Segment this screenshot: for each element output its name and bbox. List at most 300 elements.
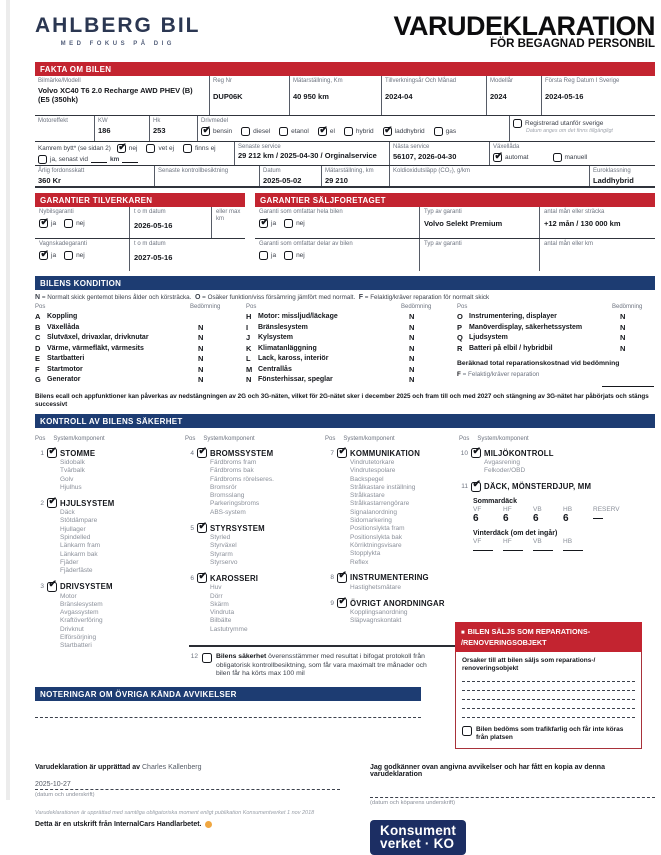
vinter-cols <box>473 538 655 545</box>
component-item: Reflex <box>350 558 369 566</box>
kondition-col-3: Pos Bedömning O Instrumentering, displayer N P Manöverdisplay, säkerhetssystem N Q Ljudsystem N R Batteri på elbil / hybridbil N Beräknad total reparationskostnad vid bedömning F = Felaktig/kräver reparation <box>457 304 654 387</box>
garanti-s-row2: Garanti som omfattar delar av bilen ja nej Typ av garanti antal mån eller km <box>255 239 655 271</box>
km-blank-line <box>91 157 107 163</box>
safety-group <box>35 448 185 492</box>
condition-label: Växellåda <box>47 323 80 331</box>
component-item: Kraftöverföring <box>60 617 103 625</box>
brand-logo <box>35 14 201 47</box>
component-item: Parkeringsbroms <box>210 500 260 508</box>
field-drivmedel: Drivmedel ✔ bensin diesel etanol ✔ el hybrid ✔ laddhybrid gas <box>198 116 510 141</box>
group-checkbox[interactable] <box>47 498 57 508</box>
delar-garanti-ja-checkbox[interactable] <box>259 251 268 260</box>
fine-print: Varudeklarationen är upprättad med samtliga obligatoriska moment enligt publikation Konsumentverket 1 nov 2018 <box>35 810 315 816</box>
condition-pos: K <box>246 343 252 353</box>
safety-group <box>185 523 325 567</box>
kondition-legend: N = Normalt skick gentemot bilens ålder och körsträcka. O = Osäker funktion/viss försämring jämfört med normalt. F = Felaktig/kräver reparation för normalt skick <box>35 294 490 301</box>
list-value: — <box>593 512 603 524</box>
component-item: Tvärbalk <box>60 467 85 475</box>
kamrem-options <box>117 144 216 153</box>
group-items <box>350 459 455 567</box>
safety-group <box>325 573 455 592</box>
kondition-col-1: Pos Bedömning A Koppling B Växellåda N C Slutväxel, drivaxlar, drivknutar N D Värme, värmefläkt, värmesits N E Startbatteri N F Startmotor N G Generator N <box>35 304 232 387</box>
section-garanti-salj-bar: GARANTIER SÄLJFORETAGET <box>255 193 655 207</box>
group-items <box>210 534 325 567</box>
condition-row <box>35 333 232 344</box>
group-number: 4 <box>190 449 194 457</box>
group-checkbox[interactable] <box>337 598 347 608</box>
field-registrerad-utanfor: Registrerad utanför sverige Datum anges om det finns tillgängligt <box>510 116 655 141</box>
condition-row <box>457 312 654 323</box>
condition-pos: N <box>246 375 252 384</box>
component-item: Strålkastare inställning <box>350 483 416 491</box>
condition-pos: R <box>457 343 463 353</box>
kontroll-col-2: Pos System/komponent 4 ✔ BROMSSYSTEM Färdbroms fram Färdbroms bak Färdbroms rörelseres. Bromsrör Bromsslang Parkeringsbroms ABS-system 5 ✔ STYRSYSTEM Styrled Styrväxel Styrarm Styrservo 6 ✔ KAROSSERI Huv Dörr Skärm Vindruta Bilbälte Lastutrymme <box>185 432 325 640</box>
component-item: Motor <box>60 592 77 600</box>
safety-group-header <box>325 573 455 583</box>
checkbox-option <box>493 153 529 162</box>
component-item: Startbatteri <box>60 642 92 650</box>
noteringar-section <box>35 687 421 718</box>
header <box>35 11 655 62</box>
bilens-sakerhet-checkbox[interactable] <box>202 653 212 663</box>
group-title: STOMME <box>60 448 96 458</box>
sommar-values <box>473 513 655 524</box>
safety-group <box>185 573 325 634</box>
group-title: INSTRUMENTERING <box>350 573 429 583</box>
list-value: HF <box>503 505 512 513</box>
condition-label: Startmotor <box>47 365 83 373</box>
vagnskadegaranti-ja-checkbox[interactable] <box>39 251 48 260</box>
list-value: HF <box>503 537 512 545</box>
field-koldioxid: Koldioxidutsläpp (CO₂), g/km <box>390 166 590 186</box>
condition-pos: P <box>457 322 463 332</box>
group-items <box>60 593 185 651</box>
condition-grade: N <box>620 343 626 353</box>
group-number: 10 <box>460 449 468 457</box>
condition-row <box>457 323 654 334</box>
kontroll-col-4: Pos System/komponent 10 ✔ MILJÖKONTROLL Avgasrening Felkoder/OBD 11 ✔ DÄCK, MÖNSTERDJUP, MM Sommardäck VF HF VB HB RESERV 6 6 6 6 — Vinterdäck (om det ingår) VF HF VB HB —— —— —— —— <box>455 432 655 679</box>
component-item: Bränslesystem <box>60 600 103 608</box>
list-value: VB <box>533 505 542 513</box>
helbil-garanti-nej-checkbox[interactable] <box>284 219 293 228</box>
list-value: VB <box>533 537 542 545</box>
trafikfarlig-checkbox[interactable] <box>462 726 472 736</box>
safety-group-header <box>185 573 325 583</box>
checkbox[interactable] <box>183 144 192 153</box>
list-value: 6 <box>503 512 509 524</box>
group-checkbox[interactable] <box>197 573 207 583</box>
group-checkbox[interactable] <box>471 448 481 458</box>
condition-grade: N <box>409 343 415 353</box>
list-value: —— <box>563 544 583 556</box>
condition-label: Motor: missljud/läckage <box>258 313 338 320</box>
section-fakta-bar: FAKTA OM BILEN <box>35 62 655 76</box>
fakta-row-2 <box>35 116 655 142</box>
group-items <box>350 584 455 592</box>
field-vaxellada: Växellåda ✔ automat manuell <box>490 142 655 165</box>
document-subtitle: FÖR BEGAGNAD PERSONBIL <box>490 38 655 50</box>
component-item: Signalanordning <box>350 508 397 516</box>
component-item: Färdbroms bak <box>210 467 254 475</box>
condition-grade: N <box>198 343 204 353</box>
safety-group <box>325 448 455 567</box>
safety-group-header <box>325 448 455 458</box>
kondition-footnote: Bilens ecall och appfunktioner kan påverkas av nedstängningen av 2G och 3G-näten, vilket för 2G-nätet sker i december 2025 och fram till och med 2027 och stängning av 3G-nätet har påbörjats och stängs successivt <box>35 393 649 408</box>
condition-label: Slutväxel, drivaxlar, drivknutar <box>47 334 149 341</box>
condition-row <box>246 323 443 334</box>
vagnskadegaranti-nej-checkbox[interactable] <box>64 251 73 260</box>
helbil-garanti-ja-checkbox[interactable] <box>259 219 268 228</box>
condition-grade: N <box>409 333 415 342</box>
print-note: Detta är en utskrift från InternalCars Handlarbetet. <box>35 821 340 828</box>
condition-label: Bränslesystem <box>258 323 308 331</box>
kontroll-middle <box>185 432 455 679</box>
seller-signature-line <box>35 789 340 790</box>
checkbox[interactable] <box>318 127 327 136</box>
checkbox[interactable] <box>241 127 250 136</box>
document-title-block <box>393 11 656 50</box>
condition-label: Fönsterhissar, speglar <box>258 376 333 383</box>
reparationskostnad-note: Beräknad total reparationskostnad vid bedömning F = Felaktig/kräver reparation <box>457 360 654 387</box>
square-bullet-icon: ■ <box>461 630 465 636</box>
component-item: Backspegel <box>350 475 384 483</box>
component-item: Släpvagnskontakt <box>350 617 402 625</box>
component-item: Golv <box>60 475 74 483</box>
condition-row <box>246 354 443 365</box>
checkbox-option <box>279 127 309 136</box>
component-item: ABS-system <box>210 508 246 516</box>
component-item: Styrväxel <box>210 542 237 550</box>
seller-signature-block: Varudeklaration är upprättad av Charles Kallenberg 2025-10-27 (datum och underskrift) Varudeklarationen är upprättad med samtliga obligatoriska moment enligt publikation Konsumentverket 1 nov 2018 Detta är en utskrift från InternalCars Handlarbetet. <box>35 764 370 855</box>
field-besiktning-matare: Mätarställning, km 29 210 <box>322 166 390 186</box>
section-kondition-bar: BILENS KONDITION <box>35 276 655 290</box>
component-item: Stötdämpare <box>60 517 98 525</box>
condition-grade: N <box>198 333 204 342</box>
condition-pos: F <box>35 364 40 374</box>
condition-row <box>35 354 232 365</box>
signature-date: 2025-10-27 <box>35 781 71 788</box>
reparationsobjekt-body: Orsaker till att bilen säljs som reparations-/ renoveringsobjekt Bilen bedöms som trafikfarlig och får inte köras från platsen <box>455 652 642 749</box>
tyre-depths: Sommardäck VF HF VB HB RESERV 6 6 6 6 — Vinterdäck (om det ingår) VF HF VB HB —— —— —— —— <box>473 498 655 556</box>
component-item: Hastighetsmätare <box>350 583 401 591</box>
checkbox-label: automat <box>505 154 529 161</box>
list-value: 6 <box>563 512 569 524</box>
list-value: —— <box>473 544 493 556</box>
reparationsobjekt-box <box>455 622 642 749</box>
sommar-cols <box>473 506 655 513</box>
component-item: Drivknut <box>60 625 84 633</box>
condition-label: Kylsystem <box>258 334 294 341</box>
component-item: Sidomarkering <box>350 517 392 525</box>
component-item: Vindruta <box>210 609 235 617</box>
safety-group-header <box>35 498 185 508</box>
condition-label: Batteri på elbil / hybridbil <box>469 344 553 352</box>
component-item: Fjäder <box>60 558 79 566</box>
group-number: 11 <box>461 483 468 491</box>
list-value: —— <box>533 544 553 556</box>
field-hk: Hk 253 <box>150 116 198 141</box>
preparer-name: Charles Kallenberg <box>142 764 202 771</box>
condition-pos: I <box>246 322 249 332</box>
condition-grade: N <box>620 312 626 321</box>
konsumentverket-logo: Konsument verket · KO <box>370 820 466 855</box>
component-item: Elförsörjning <box>60 634 97 642</box>
garanti-s-row1: Garanti som omfattar hela bilen ✔ ja nej Typ av garanti Volvo Selekt Premium antal mån eller sträcka +12 mån / 130 000 km <box>255 207 655 239</box>
field-fordonsskatt: Årlig fordonsskatt 360 Kr <box>35 166 155 186</box>
condition-grade: N <box>409 312 415 321</box>
condition-row <box>246 312 443 323</box>
group-items <box>60 509 185 575</box>
safety-group <box>35 498 185 575</box>
component-item: Vindrutetorkare <box>350 459 395 466</box>
component-item: Positionslykta fram <box>350 525 405 533</box>
checkbox[interactable] <box>434 127 443 136</box>
checkbox-option <box>117 144 138 153</box>
list-value: HB <box>563 537 573 545</box>
garanti-salj-box <box>255 193 655 271</box>
group-items <box>210 584 325 634</box>
group-title: DRIVSYSTEM <box>60 582 113 592</box>
condition-pos: J <box>246 333 251 342</box>
buyer-signature-line <box>370 797 655 798</box>
field-kontrollbesiktning: Senaste kontrollbesiktning <box>155 166 260 186</box>
pos12-note: 12 Bilens säkerhet överensstämmer med resultat i bifogat protokoll från obligatorisk kontrollbesiktning, som får vara maximalt tre månader och bilen får ha körts max 100 mil <box>189 640 455 679</box>
condition-pos: Q <box>457 333 463 342</box>
component-item: Bromsslang <box>210 492 245 500</box>
checkbox[interactable] <box>117 144 126 153</box>
group-items <box>484 459 655 476</box>
condition-row <box>246 375 443 386</box>
noteringar-blank-line <box>35 717 421 718</box>
condition-row <box>246 365 443 376</box>
kamrem-ja-checkbox[interactable] <box>38 155 47 164</box>
field-modellar: Modellår 2024 <box>487 76 542 115</box>
group-checkbox[interactable] <box>197 448 207 458</box>
safety-group-header <box>459 448 655 458</box>
fakta-row-3 <box>35 142 655 166</box>
group-number: 8 <box>330 574 334 582</box>
kondition-col-2: Pos Bedömning H Motor: missljud/läckage N I Bränslesystem N J Kylsystem N K Klimatanläggning N L Lack, kaross, interiör N M Centrallås N N Fönsterhissar, speglar N <box>246 304 443 387</box>
group-checkbox[interactable] <box>337 573 347 583</box>
group-checkbox[interactable] <box>47 448 57 458</box>
field-besiktning-datum: Datum 2025-05-02 <box>260 166 322 186</box>
component-item: Sidobalk <box>60 459 85 466</box>
blank-line <box>462 673 635 682</box>
group-title: DÄCK, MÖNSTERDJUP, MM <box>484 482 592 492</box>
checkbox-option <box>241 127 270 136</box>
list-value: HB <box>563 505 573 513</box>
condition-grade: N <box>198 322 204 332</box>
fakta-row-1 <box>35 76 655 116</box>
field-nasta-service: Nästa service 56107, 2026-04-30 <box>390 142 490 165</box>
group-items <box>350 609 455 626</box>
group-number: 7 <box>330 449 334 457</box>
blank-line <box>462 709 635 718</box>
group-title: BROMSSYSTEM <box>210 448 274 458</box>
component-item: Kopplingsanordning <box>350 609 408 617</box>
nybilsgaranti-ja-checkbox[interactable] <box>39 219 48 228</box>
reparationsobjekt-header: ■ BILEN SÄLJS SOM REPARATIONS- /RENOVERINGSOBJEKT <box>455 622 642 652</box>
condition-grade: N <box>409 322 415 332</box>
condition-grade: N <box>198 364 204 374</box>
list-value: 6 <box>473 512 479 524</box>
checkbox[interactable] <box>279 127 288 136</box>
checkbox[interactable] <box>553 153 562 162</box>
checkbox[interactable] <box>146 144 155 153</box>
condition-grade: N <box>409 354 415 363</box>
group-checkbox[interactable] <box>47 582 57 592</box>
list-value: VF <box>473 537 482 545</box>
field-bilmarke: Bilmärke/Modell Volvo XC40 T6 2.0 Recharge AWD PHEV (B) (E5 (350hk) <box>35 76 210 115</box>
checkbox-option <box>318 127 335 136</box>
document-title: VARUDEKLARATION <box>393 11 655 41</box>
list-value: RESERV <box>593 505 620 513</box>
safety-group-header <box>35 582 185 592</box>
condition-pos: G <box>35 375 41 384</box>
group-checkbox[interactable] <box>337 448 347 458</box>
component-item: Bilbälte <box>210 617 232 625</box>
cost-blank-line <box>602 386 654 387</box>
component-item: Färdbroms fram <box>210 459 257 466</box>
checkbox-option <box>434 127 456 136</box>
brand-tagline: MED FOKUS PÅ DIG <box>60 41 175 47</box>
condition-pos: C <box>35 333 41 342</box>
safety-group-header <box>325 598 455 608</box>
condition-label: Lack, kaross, interiör <box>258 355 329 362</box>
blank-line <box>462 682 635 691</box>
component-item: Lastutrymme <box>210 625 248 633</box>
garanti-section <box>35 193 655 271</box>
signature-section <box>35 764 655 855</box>
checkbox-option <box>383 127 425 136</box>
condition-label: Manöverdisplay, säkerhetssystem <box>469 323 583 331</box>
registrerad-checkbox[interactable] <box>513 119 522 128</box>
component-item: Hjulhus <box>60 483 82 491</box>
condition-label: Koppling <box>47 313 78 320</box>
condition-grade: N <box>198 375 204 384</box>
group-items <box>210 459 325 517</box>
safety-group-header <box>185 523 325 533</box>
nybilsgaranti-nej-checkbox[interactable] <box>64 219 73 228</box>
group-number: 1 <box>40 449 44 457</box>
component-item: Fjäderfäste <box>60 567 93 575</box>
condition-pos: H <box>246 312 252 321</box>
component-item: Spindelled <box>60 534 91 542</box>
component-item: Stopplykta <box>350 550 381 558</box>
checkbox-label: bensin <box>213 128 233 135</box>
condition-pos: L <box>246 354 251 363</box>
group-number: 3 <box>40 583 44 591</box>
component-item: Däck <box>60 509 75 517</box>
component-item: Dörr <box>210 592 223 600</box>
checkbox-label: gas <box>445 128 457 135</box>
checkbox-label: finns ej <box>195 145 216 152</box>
garanti-t-row2: Vagnskadegaranti ✔ ja nej t o m datum 2027-05-16 <box>35 239 245 271</box>
condition-grade: N <box>409 364 415 374</box>
safety-group <box>459 482 655 492</box>
checkbox-label: diesel <box>253 128 271 135</box>
checkbox-label: hybrid <box>355 128 374 135</box>
group-title: HJULSYSTEM <box>60 498 115 508</box>
group-checkbox[interactable] <box>471 482 481 492</box>
safety-group-header <box>185 448 325 458</box>
field-tillverkningsar: Tillverkningsår Och Månad 2024-04 <box>382 76 487 115</box>
field-kamrem: Kamrem bytt* (se sidan 2) ✔ nej vet ej finns ej ja, senast vid km <box>35 142 235 165</box>
blank-line <box>462 700 635 709</box>
condition-pos: M <box>246 364 253 374</box>
condition-grade: N <box>198 354 204 363</box>
component-item: Bromsrör <box>210 483 237 491</box>
component-item: Styrarm <box>210 550 233 558</box>
field-motoreffekt: Motoreffekt <box>35 116 95 141</box>
component-item: Styrservo <box>210 558 238 566</box>
kontroll-section <box>35 432 655 754</box>
km-blank-line-2 <box>122 157 138 163</box>
vinter-values <box>473 545 655 556</box>
component-item: Strålkastarrengörare <box>350 500 410 508</box>
component-item: Skärm <box>210 600 229 608</box>
component-item: Avgasrening <box>484 459 521 466</box>
checkbox[interactable] <box>201 127 210 136</box>
condition-label: Generator <box>47 376 81 383</box>
garanti-tillverkaren-box <box>35 193 245 271</box>
condition-grade <box>190 312 232 323</box>
condition-label: Instrumentering, displayer <box>469 313 557 320</box>
condition-label: Startbatteri <box>47 355 85 362</box>
group-checkbox[interactable] <box>197 523 207 533</box>
component-item: Strålkastare <box>350 492 385 500</box>
group-number: 2 <box>40 499 44 507</box>
checkbox-option <box>553 153 588 162</box>
component-item: Positionslykta bak <box>350 533 403 541</box>
field-senaste-service: Senaste service 29 212 km / 2025-04-30 / Orginalservice <box>235 142 390 165</box>
checkbox-label: vet ej <box>158 145 175 152</box>
condition-pos: A <box>35 312 41 321</box>
component-item: Avgassystem <box>60 609 99 617</box>
group-number: 9 <box>330 599 334 607</box>
checkbox[interactable] <box>344 127 353 136</box>
condition-row <box>457 333 654 344</box>
safety-group-header <box>459 482 655 492</box>
component-item: Körriktningsvisare <box>350 541 402 549</box>
component-item: Länkarm bak <box>60 550 98 558</box>
condition-grade: N <box>620 333 626 342</box>
list-value: —— <box>503 544 523 556</box>
section-noteringar-bar: NOTERINGAR OM ÖVRIGA KÄNDA AVVIKELSER <box>35 687 421 701</box>
checkbox[interactable] <box>383 127 392 136</box>
group-title: STYRSYSTEM <box>210 523 265 533</box>
kontroll-col-1: Pos System/komponent 1 ✔ STOMME Sidobalk Tvärbalk Golv Hjulhus 2 ✔ HJULSYSTEM Däck Stötdämpare Hjullager Spindelled Länkarm fram Länkarm bak Fjäder Fjäderfäste 3 ✔ DRIVSYSTEM Motor Bränslesystem Avgassystem Kraftöverföring Drivknut Elförsörjning Startbatteri <box>35 432 185 679</box>
condition-row <box>35 323 232 334</box>
vaxellada-options <box>493 153 652 162</box>
field-forsta-reg: Första Reg Datum I Sverige 2024-05-16 <box>545 78 620 101</box>
safety-group <box>185 448 325 517</box>
condition-row <box>35 312 232 323</box>
brand-name: AHLBERG BIL <box>35 14 201 37</box>
safety-group <box>459 448 655 476</box>
component-item: Vindrutespolare <box>350 467 396 475</box>
checkbox-label: manuell <box>564 154 588 161</box>
checkbox-label: nej <box>128 145 138 152</box>
condition-row <box>246 333 443 344</box>
component-item: Länkarm fram <box>60 542 101 550</box>
group-title: KOMMUNIKATION <box>350 448 421 458</box>
condition-pos: B <box>35 322 41 332</box>
checkbox-option <box>146 144 174 153</box>
checkbox[interactable] <box>493 153 502 162</box>
condition-label: Värme, värmefläkt, värmesits <box>47 344 144 352</box>
delar-garanti-nej-checkbox[interactable] <box>284 251 293 260</box>
